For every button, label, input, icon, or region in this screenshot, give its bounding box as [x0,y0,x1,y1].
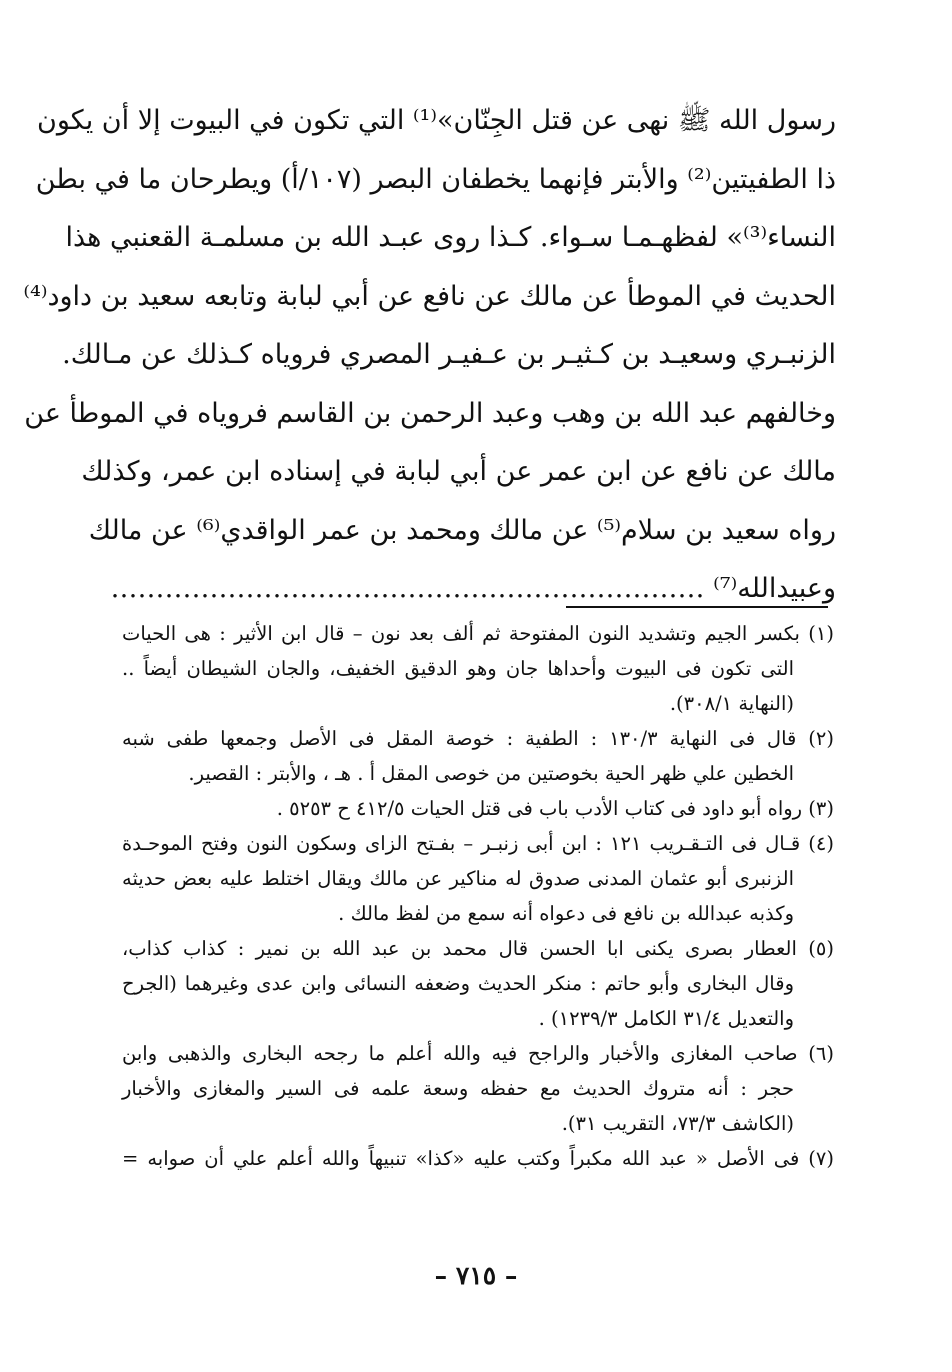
footnote-line: وكذبه عبدالله بن نافع فى دعواه أنه سمع من لفظ مالك . [338,902,794,925]
footnote-3 [122,791,834,826]
footnote-line: الزنبرى أبو عثمان المدنى صدوق له مناكير عن مالك ويقال اختلط عليه بعض حديثه [122,867,794,890]
footnote-4 [122,826,834,931]
footnote-line: (١) بكسر الجيم وتشديد النون المفتوحة ثم ألف بعد نون – قال ابن الأثير : هى الحيات [122,622,834,645]
ellipsis-dots: ………………………………………………………… [110,573,705,604]
main-text-line: وخالفهم عبد الله بن وهب وعبد الرحمن بن القاسم فروياه في الموطأ عن [24,397,836,429]
main-text-line: رسول الله ﷺ نهى عن قتل الجِنّان»⁽¹⁾ التي تكون في البيوت إلا أن يكون [37,105,836,136]
footnote-line: (٤) قـال فى التـقـريب ١٢١ : ابن أبى زنبـر – بفـتح الزاى وسكون النون وفتح الموحـدة [122,832,834,855]
footnote-line: وقال البخارى وأبو حاتم : منكر الحديث وضعفه النسائى وابن عدى وغيرهما (الجرح [122,972,794,995]
main-text-last-line [110,560,836,619]
footnote-line: (٢) قال فى النهاية ١٣٠/٣ : الطفية : خوصة المقل فى الأصل وجمعها طفى شبه [122,727,834,750]
footnote-line: (النهاية ٣٠٨/١). [669,692,794,715]
footnote-line: (٦) صاحب المغازى والأخبار والراجح فيه والله أعلم ما رجحه البخارى والذهبى وابن [122,1042,834,1065]
footnote-6 [122,1036,834,1141]
footnote-line: (٥) العطار بصرى يكنى ابا الحسن قال محمد بن عبد الله بن نمير : كذاب كذاب، [122,937,834,960]
footnotes-block [122,616,834,1176]
footnote-line: حجر : أنه متروك الحديث مع حفظه وسعة علمه فى السير والمغازى والأخبار [122,1077,794,1100]
main-text-line: ذا الطفيتين⁽²⁾ والأبتر فإنهما يخطفان البصر (١٠٧/أ) ويطرحان ما في بطن [35,163,836,195]
footnote-5 [122,931,834,1036]
footnote-separator-rule [566,606,828,608]
page-number: – ٧١٥ – [434,1261,518,1290]
main-text-line: مالك عن نافع عن ابن عمر عن أبي لبابة في إسناده ابن عمر، وكذلك [81,456,836,487]
main-text-line: النساء⁽³⁾» لفظهـمـا سـواء. كـذا روى عبـد الله بن مسلمـة القعنبي هذا [65,222,836,253]
footnote-1 [122,616,834,721]
footnote-line: الخطين علي ظهر الحية بخوصتين من خوصى المقل أ . هـ ، والأبتر : القصير. [188,762,794,785]
footnote-2 [122,721,834,791]
main-text-line: رواه سعيد بن سلام⁽⁵⁾ عن مالك ومحمد بن عمر الواقدي⁽⁶⁾ عن مالك [88,514,836,546]
footnote-line: والتعديل ٣١/٤ الكامل ١٢٣٩/٣) . [538,1007,794,1030]
footnote-line: (الكاشف ٧٣/٣، التقريب ٣١). [561,1112,794,1135]
footnote-7 [122,1141,834,1176]
main-text-last-words: وعبيدالله⁽⁷⁾ [713,573,836,604]
footnote-line: التى تكون فى البيوت وأحداها جان وهو الدقيق الخفيف، والجان الشيطان أيضاً .. [122,657,794,680]
footnote-line: (٧) فى الأصل « عبد الله مكبراً وكتب عليه «كذا» تنبيهاً والله أعلم علي أن صوابه = [122,1147,834,1170]
main-text-block [23,92,836,619]
footnote-line: (٣) رواه أبو داود فى كتاب الأدب باب فى قتل الحيات ٤١٢/٥ ح ٥٢٥٣ . [276,797,834,820]
main-text-line: الزنبـري وسعيـد بن كـثيـر بن عـفيـر المصري فروياه كـذلك عن مـالك. [62,339,836,370]
main-text-line: الحديث في الموطأ عن مالك عن نافع عن أبي لبابة وتابعه سعيد بن داود⁽⁴⁾ [23,280,836,312]
